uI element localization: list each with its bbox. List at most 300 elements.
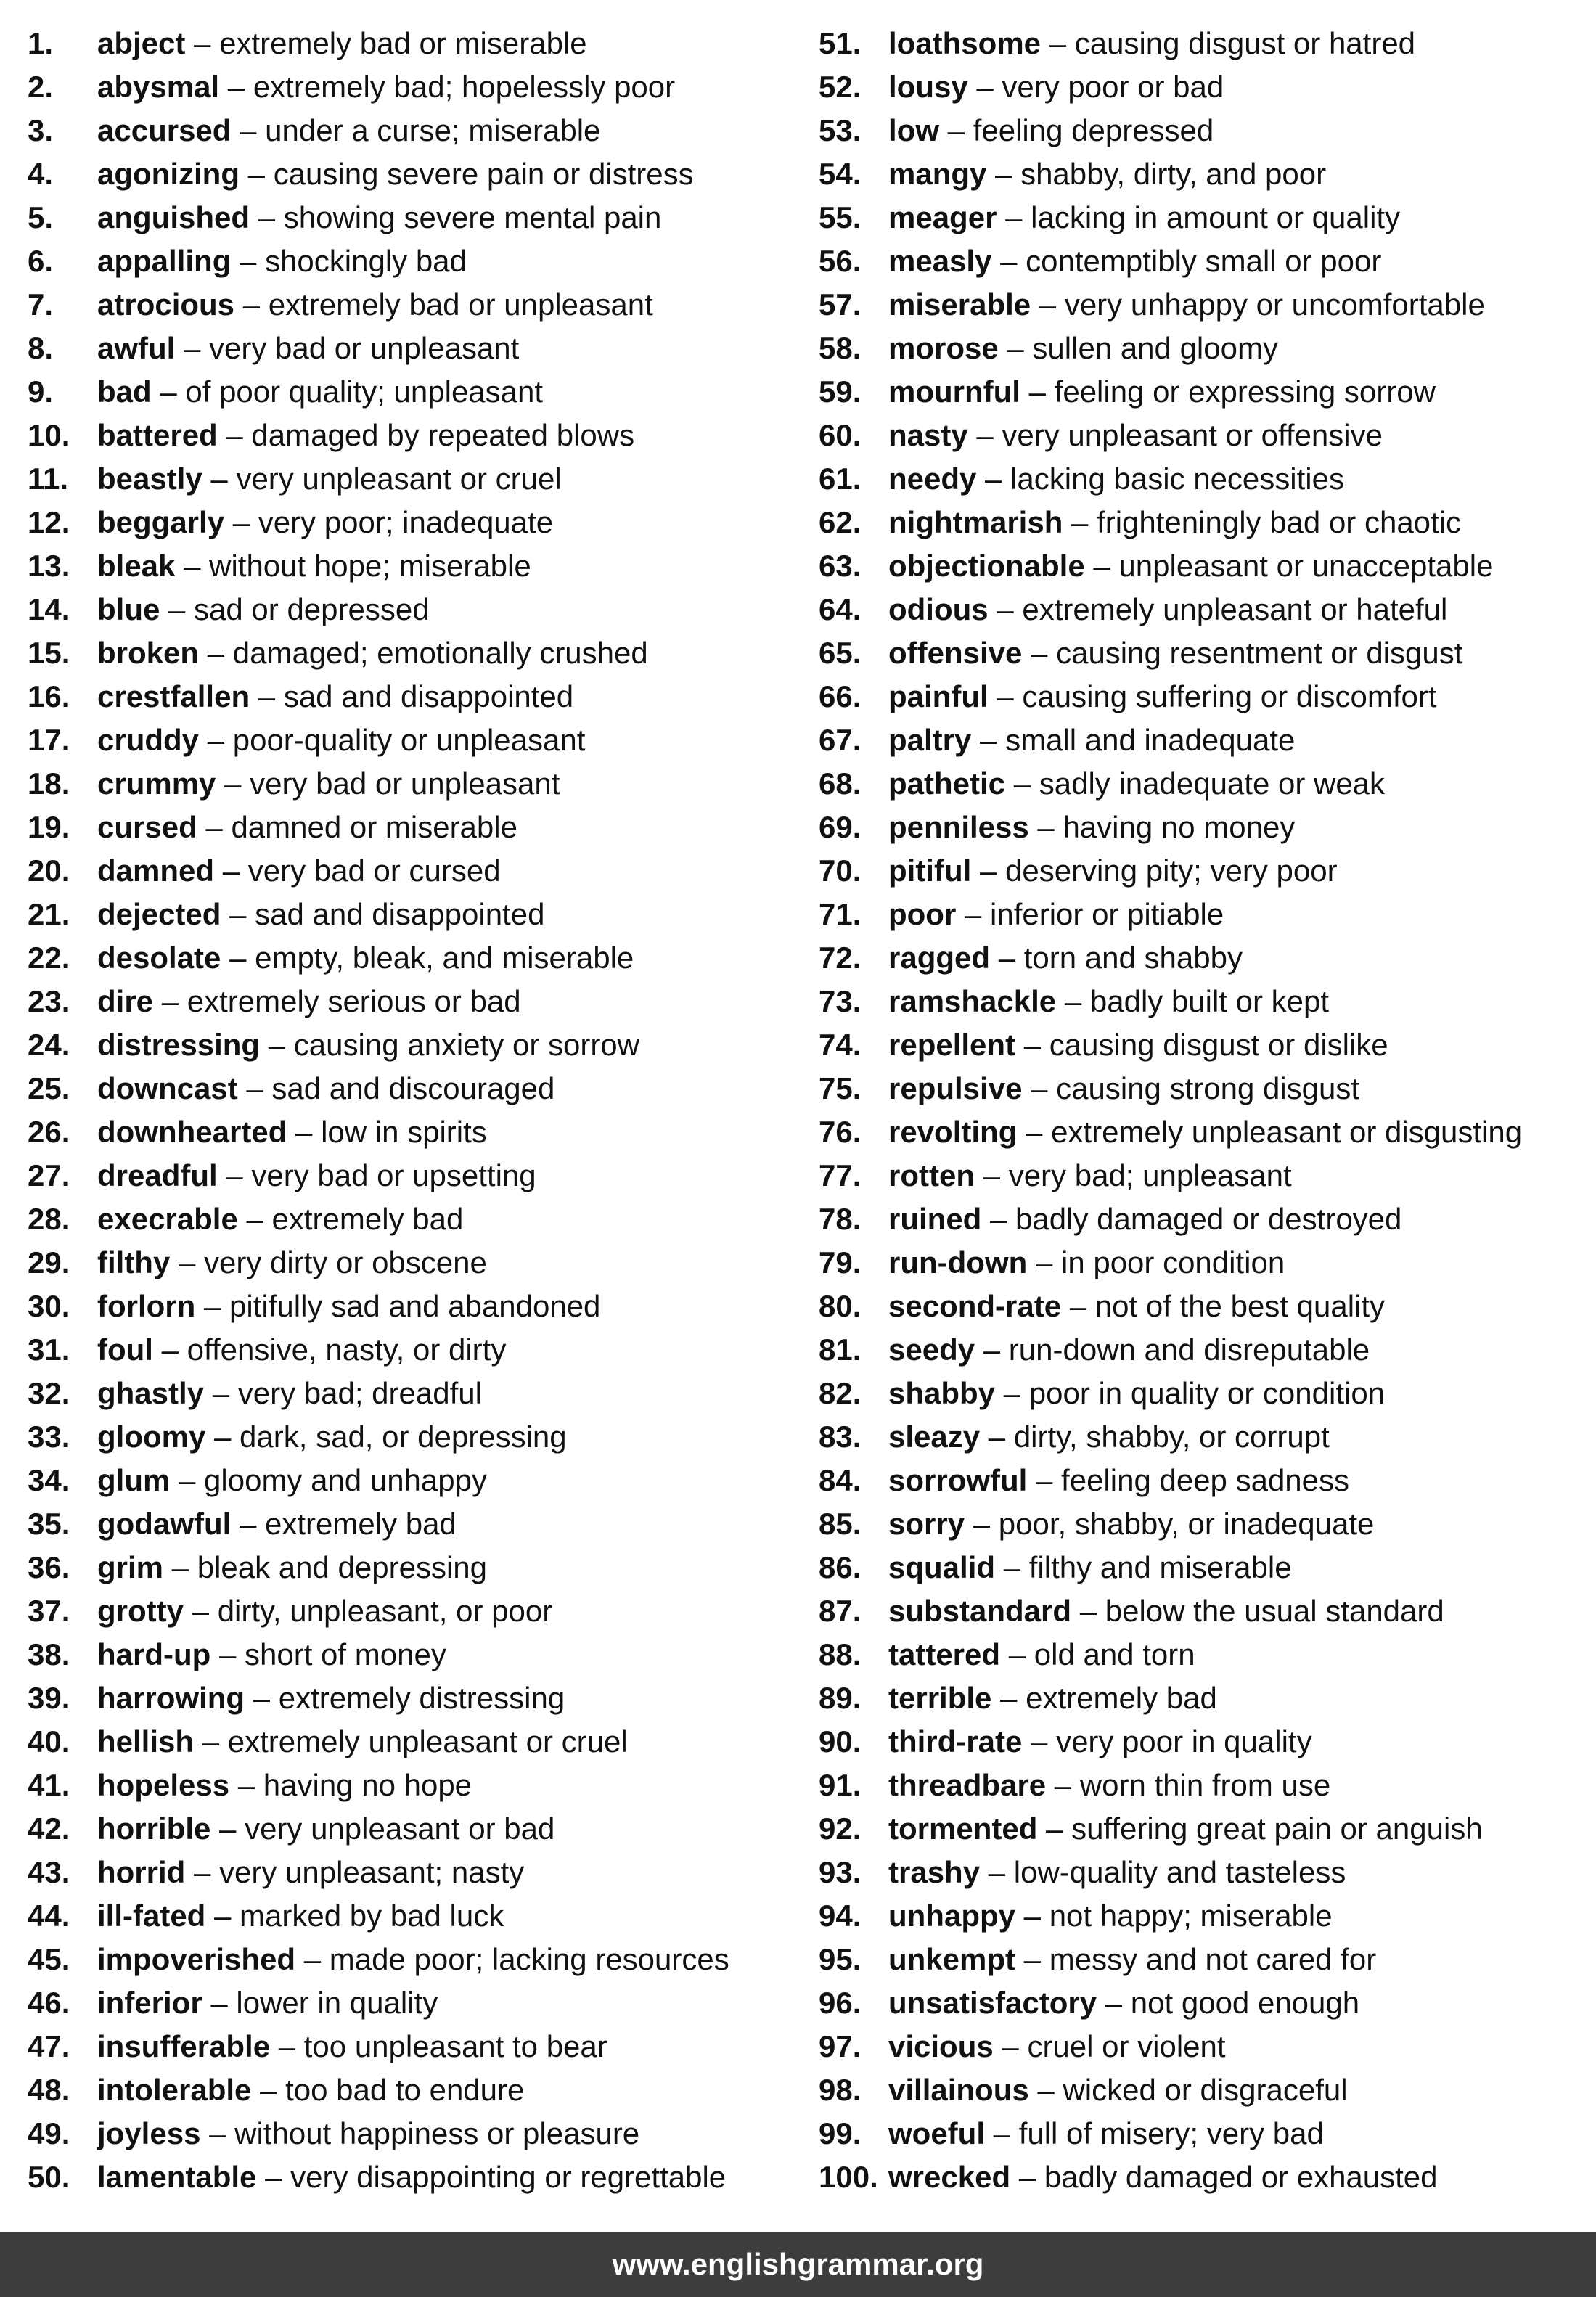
right-word-column: [819, 22, 1588, 2199]
item-separator: –: [1056, 984, 1090, 1018]
list-item: [819, 544, 1588, 588]
item-word: bad: [97, 374, 152, 409]
item-number: 71.: [819, 897, 862, 931]
item-definition: offensive, nasty, or dirty: [187, 1332, 507, 1367]
list-item: [819, 1285, 1588, 1328]
item-definition: frighteningly bad or chaotic: [1097, 505, 1462, 539]
item-number: 63.: [819, 549, 862, 583]
item-separator: –: [976, 462, 1011, 496]
item-number: 55.: [819, 200, 862, 234]
item-number: 29.: [28, 1245, 70, 1279]
item-number: 16.: [28, 679, 70, 713]
item-definition: badly built or kept: [1089, 984, 1330, 1018]
item-number: 70.: [819, 853, 862, 888]
item-separator: –: [1097, 1986, 1131, 2020]
item-word: paltry: [888, 723, 972, 757]
item-definition: not of the best quality: [1094, 1289, 1386, 1323]
item-separator: –: [1037, 1811, 1072, 1846]
item-separator: –: [152, 1332, 187, 1367]
item-word: ragged: [888, 941, 991, 975]
item-word: dejected: [97, 897, 221, 931]
item-separator: –: [221, 941, 255, 975]
item-definition: badly damaged or destroyed: [1015, 1202, 1402, 1236]
list-item: [819, 2112, 1588, 2155]
item-word: morose: [888, 331, 999, 365]
item-separator: –: [956, 897, 991, 931]
item-separator: –: [995, 1550, 1029, 1584]
item-word: needy: [888, 462, 977, 496]
item-word: villainous: [888, 2073, 1029, 2107]
item-word: godawful: [97, 1507, 232, 1541]
list-item: [28, 370, 811, 414]
footer-url: www.englishgrammar.org: [0, 2232, 1596, 2297]
item-separator: –: [184, 1594, 218, 1628]
item-word: repellent: [888, 1028, 1016, 1062]
item-word: inferior: [97, 1986, 202, 2020]
item-number: 73.: [819, 984, 862, 1018]
item-number: 62.: [819, 505, 862, 539]
item-definition: pitifully sad and abandoned: [229, 1289, 601, 1323]
item-definition: very poor or bad: [1002, 70, 1224, 104]
item-separator: –: [175, 331, 210, 365]
item-word: ill-fated: [97, 1899, 206, 1933]
item-number: 95.: [819, 1942, 862, 1976]
item-word: second-rate: [888, 1289, 1062, 1323]
list-item: [819, 718, 1588, 762]
item-word: terrible: [888, 1681, 992, 1715]
list-item: [28, 2068, 811, 2112]
item-definition: lower in quality: [236, 1986, 438, 2020]
item-definition: damned or miserable: [231, 810, 517, 844]
item-definition: poor in quality or condition: [1028, 1376, 1386, 1410]
item-separator: –: [239, 157, 274, 191]
list-item: [28, 1328, 811, 1372]
item-number: 100.: [819, 2160, 878, 2194]
item-separator: –: [231, 244, 266, 278]
item-number: 12.: [28, 505, 70, 539]
item-separator: –: [221, 897, 255, 931]
item-separator: –: [971, 723, 1006, 757]
list-item: [819, 370, 1588, 414]
item-definition: badly damaged or exhausted: [1044, 2160, 1438, 2194]
item-separator: –: [1005, 766, 1039, 801]
item-definition: very unpleasant; nasty: [219, 1855, 525, 1889]
list-item: [28, 1546, 811, 1589]
item-number: 54.: [819, 157, 862, 191]
item-definition: lacking in amount or quality: [1031, 200, 1401, 234]
item-separator: –: [981, 1202, 1016, 1236]
item-number: 93.: [819, 1855, 862, 1889]
item-word: blue: [97, 592, 160, 626]
item-number: 79.: [819, 1245, 862, 1279]
item-separator: –: [1015, 1899, 1049, 1933]
item-definition: not happy; miserable: [1049, 1899, 1333, 1933]
item-separator: –: [985, 2116, 1019, 2150]
item-number: 22.: [28, 941, 70, 975]
item-number: 82.: [819, 1376, 862, 1410]
item-word: abysmal: [97, 70, 220, 104]
item-separator: –: [967, 418, 1002, 452]
item-number: 28.: [28, 1202, 70, 1236]
item-word: desolate: [97, 941, 221, 975]
list-item: [819, 109, 1588, 152]
item-word: distressing: [97, 1028, 261, 1062]
list-item: [819, 1633, 1588, 1676]
item-number: 90.: [819, 1724, 862, 1758]
item-number: 80.: [819, 1289, 862, 1323]
item-definition: damaged; emotionally crushed: [232, 636, 648, 670]
list-item: [28, 1415, 811, 1459]
item-word: sorrowful: [888, 1463, 1028, 1497]
item-separator: –: [988, 592, 1023, 626]
list-item: [819, 1067, 1588, 1110]
list-item: [28, 1067, 811, 1110]
item-definition: extremely distressing: [278, 1681, 565, 1715]
item-word: appalling: [97, 244, 232, 278]
item-separator: –: [202, 462, 237, 496]
item-number: 86.: [819, 1550, 862, 1584]
item-definition: small and inadequate: [1005, 723, 1296, 757]
list-item: [819, 1415, 1588, 1459]
item-word: crummy: [97, 766, 216, 801]
item-definition: causing anxiety or sorrow: [293, 1028, 639, 1062]
item-number: 9.: [28, 374, 54, 409]
item-definition: deserving pity; very poor: [1005, 853, 1338, 888]
item-word: mangy: [888, 157, 987, 191]
list-item: [28, 1807, 811, 1851]
item-number: 32.: [28, 1376, 70, 1410]
item-separator: –: [224, 505, 258, 539]
item-separator: –: [980, 1855, 1014, 1889]
item-separator: –: [1015, 1028, 1049, 1062]
item-definition: sad and discouraged: [271, 1071, 555, 1105]
item-word: wrecked: [888, 2160, 1011, 2194]
item-word: unhappy: [888, 1899, 1015, 1933]
item-number: 7.: [28, 287, 54, 322]
item-separator: –: [250, 679, 284, 713]
item-word: atrocious: [97, 287, 235, 322]
item-word: battered: [97, 418, 218, 452]
item-number: 14.: [28, 592, 70, 626]
item-separator: –: [210, 1637, 245, 1671]
item-number: 91.: [819, 1768, 862, 1802]
item-word: loathsome: [888, 26, 1042, 60]
item-word: accursed: [97, 113, 232, 147]
item-number: 88.: [819, 1637, 862, 1671]
item-number: 66.: [819, 679, 862, 713]
item-word: abject: [97, 26, 186, 60]
item-number: 59.: [819, 374, 862, 409]
item-number: 76.: [819, 1115, 862, 1149]
item-definition: low in spirits: [321, 1115, 487, 1149]
item-word: lamentable: [97, 2160, 257, 2194]
item-word: ruined: [888, 1202, 982, 1236]
item-number: 38.: [28, 1637, 70, 1671]
item-definition: made poor; lacking resources: [329, 1942, 729, 1976]
item-word: damned: [97, 853, 215, 888]
item-definition: without happiness or pleasure: [234, 2116, 640, 2150]
item-definition: sad and disappointed: [255, 897, 545, 931]
item-separator: –: [214, 853, 248, 888]
item-word: unkempt: [888, 1942, 1016, 1976]
item-number: 2.: [28, 70, 54, 104]
item-number: 39.: [28, 1681, 70, 1715]
item-separator: –: [1084, 549, 1119, 583]
item-number: 31.: [28, 1332, 70, 1367]
item-separator: –: [1027, 1245, 1061, 1279]
item-definition: lacking basic necessities: [1010, 462, 1344, 496]
list-item: [819, 980, 1588, 1023]
item-number: 87.: [819, 1594, 862, 1628]
item-word: sorry: [888, 1507, 965, 1541]
list-item: [819, 1197, 1588, 1241]
item-separator: –: [151, 374, 186, 409]
item-definition: old and torn: [1034, 1637, 1195, 1671]
item-number: 35.: [28, 1507, 70, 1541]
item-definition: very disappointing or regrettable: [290, 2160, 727, 2194]
item-word: horrible: [97, 1811, 211, 1846]
item-separator: –: [245, 1681, 279, 1715]
list-item: [819, 675, 1588, 718]
item-separator: –: [1022, 1724, 1057, 1758]
item-word: downcast: [97, 1071, 238, 1105]
item-separator: –: [1017, 1115, 1052, 1149]
item-separator: –: [1028, 2073, 1063, 2107]
item-number: 51.: [819, 26, 862, 60]
item-number: 27.: [28, 1158, 70, 1192]
list-item: [28, 1197, 811, 1241]
list-item: [28, 675, 811, 718]
item-definition: marked by bad luck: [240, 1899, 504, 1933]
item-definition: sullen and gloomy: [1032, 331, 1278, 365]
list-item: [819, 1459, 1588, 1502]
item-definition: without hope; miserable: [209, 549, 531, 583]
item-word: hopeless: [97, 1768, 230, 1802]
item-separator: –: [217, 1158, 252, 1192]
item-separator: –: [1022, 1071, 1057, 1105]
item-separator: –: [199, 723, 233, 757]
item-separator: –: [217, 418, 252, 452]
item-separator: –: [971, 853, 1005, 888]
item-definition: causing resentment or disgust: [1056, 636, 1463, 670]
item-number: 96.: [819, 1986, 862, 2020]
item-separator: –: [1010, 2160, 1044, 2194]
item-word: lousy: [888, 70, 968, 104]
item-word: painful: [888, 679, 989, 713]
item-definition: too bad to endure: [285, 2073, 525, 2107]
item-separator: –: [975, 1158, 1009, 1192]
item-separator: –: [1020, 374, 1055, 409]
item-definition: very bad or unpleasant: [209, 331, 520, 365]
item-word: grim: [97, 1550, 164, 1584]
item-number: 84.: [819, 1463, 862, 1497]
list-item: [819, 1241, 1588, 1285]
list-item: [819, 1546, 1588, 1589]
item-word: hellish: [97, 1724, 195, 1758]
item-word: threadbare: [888, 1768, 1047, 1802]
list-item: [819, 1589, 1588, 1633]
item-word: pitiful: [888, 853, 972, 888]
item-definition: torn and shabby: [1023, 941, 1243, 975]
item-word: revolting: [888, 1115, 1018, 1149]
item-separator: –: [1063, 505, 1097, 539]
item-word: beggarly: [97, 505, 225, 539]
item-separator: –: [975, 1332, 1009, 1367]
item-word: dreadful: [97, 1158, 218, 1192]
item-definition: extremely bad: [1026, 1681, 1217, 1715]
list-item: [28, 65, 811, 109]
item-word: downhearted: [97, 1115, 287, 1149]
item-separator: –: [231, 113, 266, 147]
item-word: anguished: [97, 200, 250, 234]
item-number: 45.: [28, 1942, 70, 1976]
item-word: shabby: [888, 1376, 996, 1410]
item-definition: having no hope: [263, 1768, 472, 1802]
item-word: offensive: [888, 636, 1023, 670]
item-word: cruddy: [97, 723, 200, 757]
item-definition: very bad; unpleasant: [1008, 1158, 1292, 1192]
item-definition: causing disgust or dislike: [1049, 1028, 1388, 1062]
list-item: [819, 762, 1588, 806]
item-number: 58.: [819, 331, 862, 365]
item-number: 61.: [819, 462, 862, 496]
list-item: [819, 1981, 1588, 2025]
item-word: broken: [97, 636, 200, 670]
item-definition: inferior or pitiable: [990, 897, 1224, 931]
left-word-column: [28, 22, 811, 2199]
item-separator: –: [237, 1071, 272, 1105]
list-item: [28, 1589, 811, 1633]
list-item: [819, 588, 1588, 631]
item-separator: –: [195, 1289, 230, 1323]
list-item: [28, 2025, 811, 2068]
item-word: tattered: [888, 1637, 1001, 1671]
item-separator: –: [967, 70, 1002, 104]
item-definition: dirty, shabby, or corrupt: [1013, 1420, 1330, 1454]
list-item: [28, 327, 811, 370]
item-word: beastly: [97, 462, 202, 496]
item-number: 65.: [819, 636, 862, 670]
item-word: nasty: [888, 418, 968, 452]
item-definition: very unpleasant or bad: [245, 1811, 555, 1846]
item-separator: –: [202, 1986, 237, 2020]
item-word: glum: [97, 1463, 171, 1497]
list-item: [28, 283, 811, 327]
list-item: [819, 22, 1588, 65]
item-separator: –: [1041, 26, 1075, 60]
item-word: measly: [888, 244, 992, 278]
item-definition: very bad or cursed: [247, 853, 501, 888]
item-separator: –: [986, 157, 1021, 191]
item-definition: very unpleasant or offensive: [1002, 418, 1383, 452]
list-item: [28, 457, 811, 501]
item-number: 3.: [28, 113, 54, 147]
item-separator: –: [170, 1463, 205, 1497]
list-item: [819, 196, 1588, 239]
list-item: [28, 1851, 811, 1894]
item-definition: low-quality and tasteless: [1013, 1855, 1346, 1889]
item-word: sleazy: [888, 1420, 981, 1454]
item-separator: –: [197, 810, 232, 844]
list-item: [819, 936, 1588, 980]
item-word: impoverished: [97, 1942, 296, 1976]
item-separator: –: [287, 1115, 322, 1149]
list-item: [819, 1807, 1588, 1851]
item-definition: filthy and miserable: [1028, 1550, 1292, 1584]
item-separator: –: [939, 113, 973, 147]
list-item: [819, 1676, 1588, 1720]
item-word: unsatisfactory: [888, 1986, 1097, 2020]
item-definition: wicked or disgraceful: [1063, 2073, 1348, 2107]
list-item: [28, 1764, 811, 1807]
item-number: 52.: [819, 70, 862, 104]
list-item: [819, 1328, 1588, 1372]
item-separator: –: [199, 636, 233, 670]
item-number: 20.: [28, 853, 70, 888]
item-definition: extremely unpleasant or disgusting: [1051, 1115, 1523, 1149]
item-word: joyless: [97, 2116, 201, 2150]
list-item: [819, 501, 1588, 544]
item-definition: causing severe pain or distress: [273, 157, 694, 191]
item-separator: –: [995, 1376, 1029, 1410]
item-separator: –: [175, 549, 210, 583]
item-separator: –: [980, 1420, 1014, 1454]
item-definition: very poor in quality: [1056, 1724, 1312, 1758]
list-item: [28, 718, 811, 762]
item-definition: sad and disappointed: [283, 679, 574, 713]
item-definition: showing severe mental pain: [283, 200, 662, 234]
item-separator: –: [205, 1420, 240, 1454]
item-separator: –: [160, 592, 195, 626]
list-item: [819, 849, 1588, 893]
list-item: [819, 283, 1588, 327]
item-definition: extremely bad or unpleasant: [268, 287, 653, 322]
list-item: [28, 893, 811, 936]
item-word: seedy: [888, 1332, 975, 1367]
list-item: [28, 1938, 811, 1981]
item-word: bleak: [97, 549, 176, 583]
item-word: foul: [97, 1332, 153, 1367]
item-separator: –: [250, 200, 284, 234]
item-definition: shockingly bad: [265, 244, 467, 278]
item-number: 4.: [28, 157, 54, 191]
item-number: 67.: [819, 723, 862, 757]
item-separator: –: [1015, 1942, 1049, 1976]
list-item: [819, 806, 1588, 849]
item-number: 94.: [819, 1899, 862, 1933]
item-definition: very bad or unpleasant: [250, 766, 560, 801]
item-number: 36.: [28, 1550, 70, 1584]
list-item: [819, 2068, 1588, 2112]
item-definition: extremely unpleasant or cruel: [227, 1724, 628, 1758]
item-word: awful: [97, 331, 176, 365]
item-definition: in poor condition: [1060, 1245, 1285, 1279]
item-definition: short of money: [245, 1637, 446, 1671]
list-item: [28, 1241, 811, 1285]
item-definition: dark, sad, or depressing: [240, 1420, 567, 1454]
item-separator: –: [229, 1768, 263, 1802]
item-number: 46.: [28, 1986, 70, 2020]
item-definition: contemptibly small or poor: [1026, 244, 1382, 278]
list-item: [28, 1459, 811, 1502]
item-number: 13.: [28, 549, 70, 583]
item-number: 24.: [28, 1028, 70, 1062]
item-number: 75.: [819, 1071, 862, 1105]
item-word: woeful: [888, 2116, 985, 2150]
item-definition: damaged by repeated blows: [251, 418, 635, 452]
item-separator: –: [1031, 287, 1065, 322]
item-number: 81.: [819, 1332, 862, 1367]
